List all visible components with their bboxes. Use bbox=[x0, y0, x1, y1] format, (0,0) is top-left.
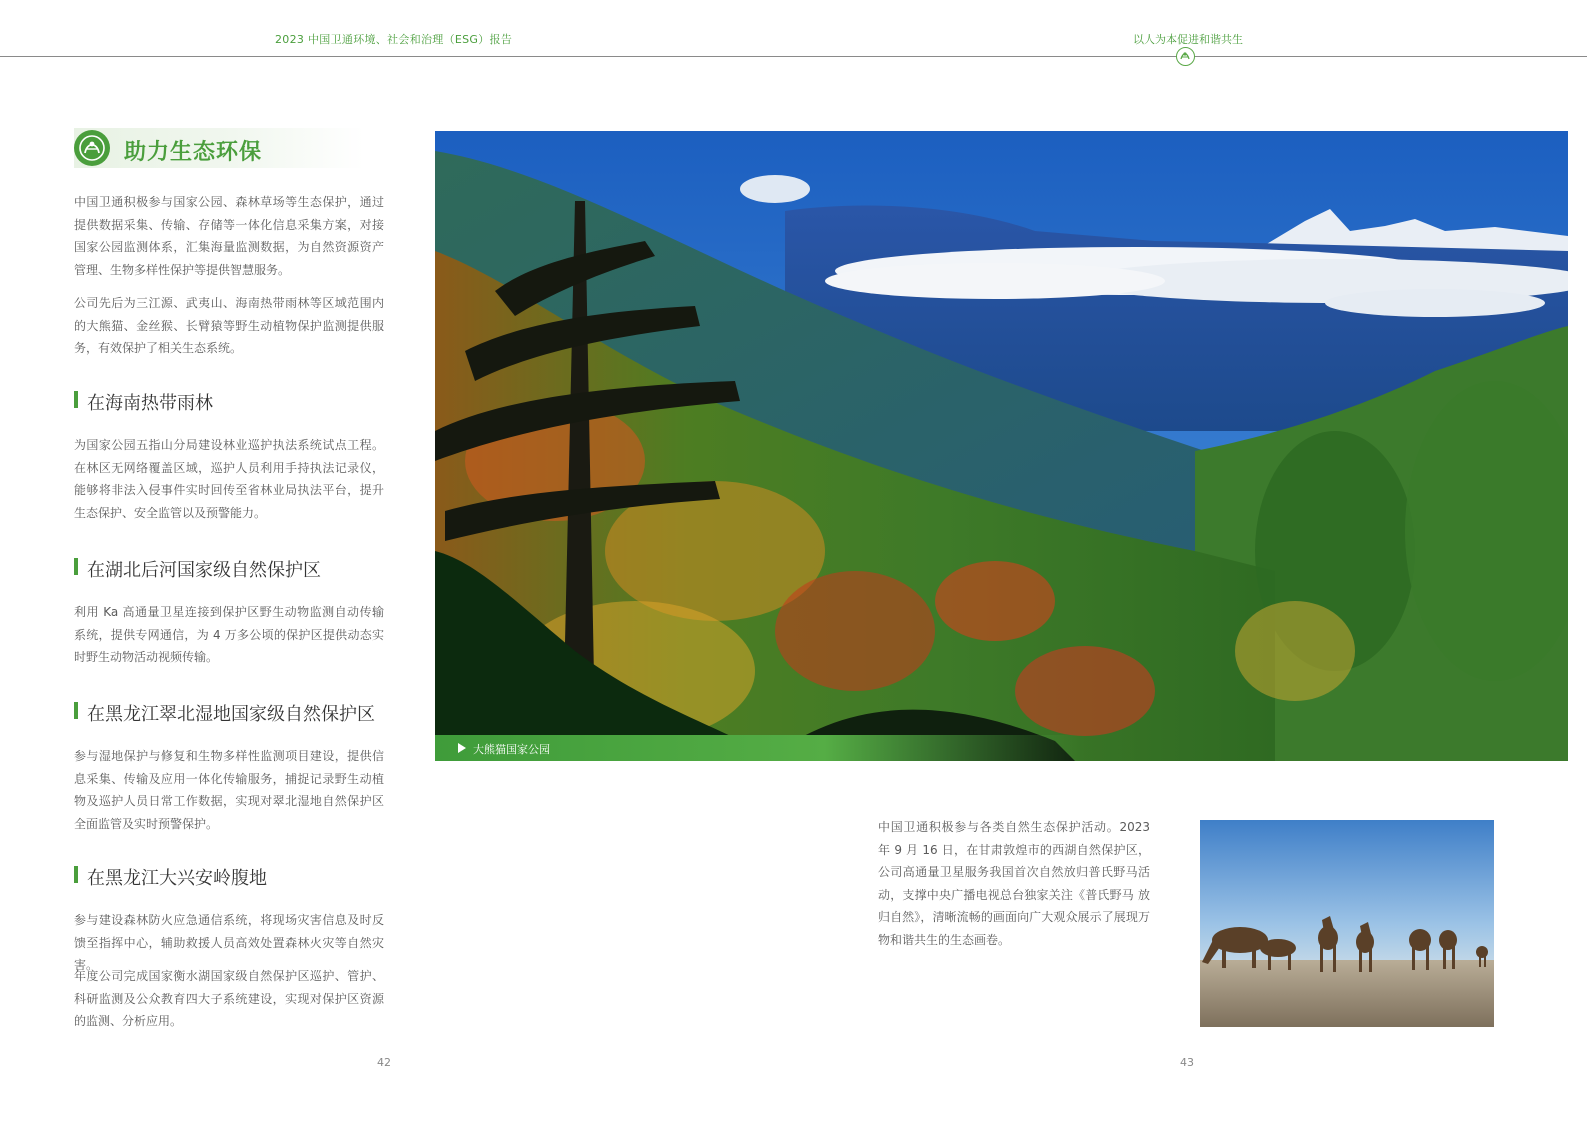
photo-caption: 大熊猫国家公园 bbox=[473, 743, 550, 756]
heading-bar bbox=[74, 391, 78, 408]
section-heading bbox=[74, 128, 364, 168]
intro-paragraph-1: 中国卫通积极参与国家公园、森林草场等生态保护，通过提供数据采集、传输、存储等一体化信息采集方案，对接国家公园监测体系，汇集海量监测数据，为自然资源资产管理、生物多样性保护等提供智慧服务。 bbox=[74, 195, 384, 277]
chapter-logo-icon bbox=[1176, 47, 1195, 66]
page-number-right: 43 bbox=[1180, 1056, 1194, 1069]
page-number-left: 42 bbox=[377, 1056, 391, 1069]
chapter-title: 以人为本促进和谐共生 bbox=[1133, 33, 1243, 46]
header-divider bbox=[0, 56, 1587, 57]
wild-horse-release-text: 中国卫通积极参与各类自然生态保护活动。2023 年 9 月 16 日，在甘肃敦煌市的西湖自然保护区，公司高通量卫星服务我国首次自然放归普氏野马活动，支撑中央广播电视总台独家关注《普氏野马 放归自然》，清晰流畅的画面向广大观众展示了展现万物和谐共生的生态画卷。 bbox=[878, 820, 1150, 947]
subsection-title: 在海南热带雨林 bbox=[87, 393, 213, 414]
subsection-text-houhe: 利用 Ka 高通量卫星连接到保护区野生动物监测自动传输系统，提供专网通信，为 4 万多公顷的保护区提供动态实时野生动物活动视频传输。 bbox=[74, 605, 384, 664]
subsection-title: 在黑龙江大兴安岭腹地 bbox=[87, 868, 267, 889]
heading-bar bbox=[74, 702, 78, 719]
photo-caption-bar bbox=[435, 735, 1085, 761]
subsection-text-hainan: 为国家公园五指山分局建设林业巡护执法系统试点工程。在林区无网络覆盖区域，巡护人员利用手持执法记录仪，能够将非法入侵事件实时回传至省林业局执法平台，提升生态保护、安全监管以及预警能力。 bbox=[74, 438, 384, 520]
closing-paragraph: 年度公司完成国家衡水湖国家级自然保护区巡护、管护、科研监测及公众教育四大子系统建设，实现对保护区资源的监测、分析应用。 bbox=[74, 969, 384, 1028]
subsection-text-cuibei: 参与湿地保护与修复和生物多样性监测项目建设，提供信息采集、传输及应用一体化传输服务，捕捉记录野生动植物及巡护人员日常工作数据，实现对翠北湿地自然保护区全面监管及实时预警保护。 bbox=[74, 749, 384, 831]
eco-leaf-icon bbox=[74, 130, 110, 166]
play-triangle-icon bbox=[458, 743, 466, 753]
subsection-text-daxinganling: 参与建设森林防火应急通信系统，将现场灾害信息及时反馈至指挥中心，辅助救援人员高效处置森林火灾等自然灾害。 bbox=[74, 913, 384, 972]
subsection-title: 在黑龙江翠北湿地国家级自然保护区 bbox=[87, 704, 375, 725]
wild-horses-photo bbox=[1200, 820, 1494, 1027]
heading-bar bbox=[74, 558, 78, 575]
report-title: 2023 中国卫通环境、社会和治理（ESG）报告 bbox=[275, 33, 513, 46]
heading-bar bbox=[74, 866, 78, 883]
forest-landscape-photo bbox=[435, 131, 1568, 761]
subsection-title: 在湖北后河国家级自然保护区 bbox=[87, 560, 321, 581]
section-title: 助力生态环保 bbox=[124, 140, 263, 165]
intro-paragraph-2: 公司先后为三江源、武夷山、海南热带雨林等区域范围内的大熊猫、金丝猴、长臂猿等野生动植物保护监测提供服务，有效保护了相关生态系统。 bbox=[74, 296, 384, 355]
